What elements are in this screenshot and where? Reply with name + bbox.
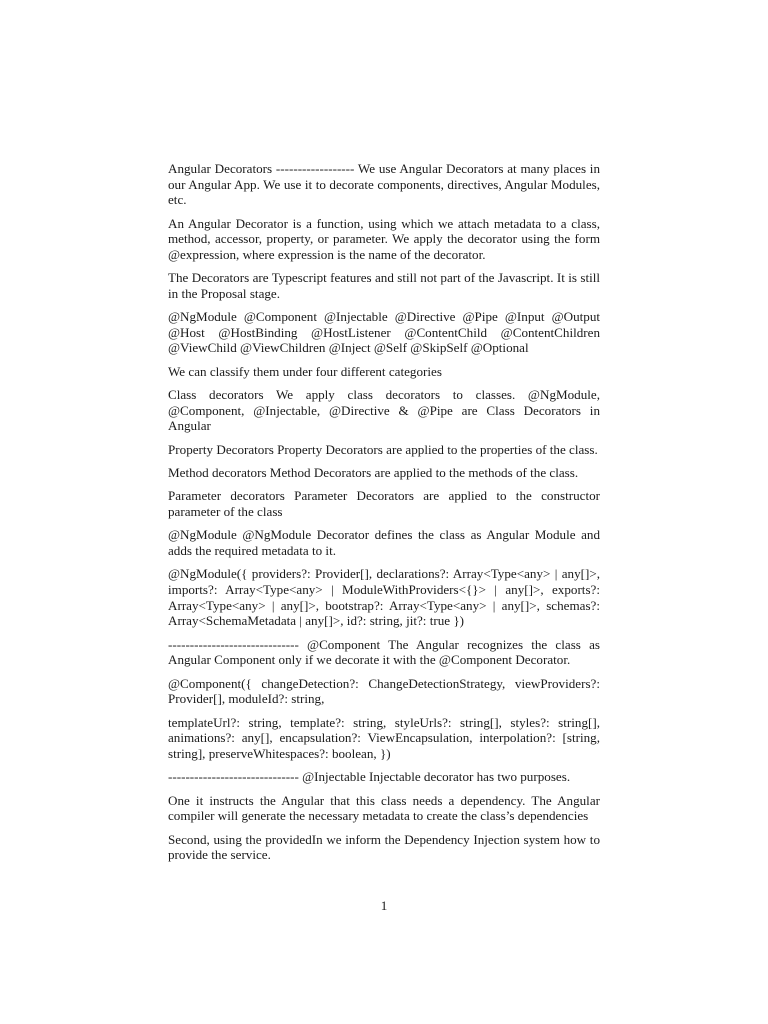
page-body [168, 161, 600, 871]
paragraph-method-decorators: Method decorators Method Decorators are applied to the methods of the class. [168, 465, 579, 481]
paragraph-component: ------------------------------ @Component The Angular recognizes the class as Angular Component only if we decorate it with the @Component Decorator. [168, 636, 600, 668]
paragraph-class-decorators: Class decorators We apply class decorators to classes. @NgModule, @Component, @Injectable, @Directive & @Pipe are Class Decorators in Angular [168, 387, 600, 434]
paragraph-component-signature-cont: templateUrl?: string, template?: string, styleUrls?: string[], styles?: string[], animations?: any[], encapsulation?: ViewEncapsulation, interpolation?: [string, string], preserveWhitespaces?: boolean, }) [168, 714, 600, 761]
paragraph-ngmodule-signature: @NgModule({ providers?: Provider[], declarations?: Array<Type<any> | any[]>, imports?: Array<Type<any> | ModuleWithProviders<{}> | any[]>, exports?: Array<Type<any> | any[]>, bootstrap?: Array<Type<any> | any[]>, schemas?: Array<SchemaMetadata | any[]>, id?: string, jit?: true }) [168, 566, 600, 629]
paragraph-property-decorators: Property Decorators Property Decorators are applied to the properties of the class. [168, 441, 598, 457]
page-number: 1 [380, 898, 388, 913]
paragraph-definition: An Angular Decorator is a function, using which we attach metadata to a class, method, accessor, property, or parameter. We apply the decorator using the form @expression, where expression is the name of the decorator. [168, 215, 600, 262]
paragraph-typescript-note: The Decorators are Typescript features and still not part of the Javascript. It is still in the Proposal stage. [168, 270, 600, 301]
paragraph-decorator-list: @NgModule @Component @Injectable @Directive @Pipe @Input @Output @Host @HostBinding @HostListener @ContentChild @ContentChildren @ViewChild @ViewChildren @Inject @Self @SkipSelf @Optional [168, 309, 600, 356]
paragraph-injectable-purpose-one: One it instructs the Angular that this class needs a dependency. The Angular compiler will generate the necessary metadata to create the class’s dependencies [168, 792, 600, 824]
paragraph-injectable: ------------------------------ @Injectable Injectable decorator has two purposes. [168, 769, 571, 785]
paragraph-categories: We can classify them under four different categories [168, 363, 442, 379]
paragraph-injectable-purpose-two: Second, using the providedIn we inform the Dependency Injection system how to provide the service. [168, 831, 600, 863]
paragraph-ngmodule: @NgModule @NgModule Decorator defines the class as Angular Module and adds the required metadata to it. [168, 527, 600, 559]
paragraph-component-signature: @Component({ changeDetection?: ChangeDetectionStrategy, viewProviders?: Provider[], moduleId?: string, [168, 675, 600, 707]
paragraph-intro: Angular Decorators ------------------ We use Angular Decorators at many places in our Angular App. We use it to decorate components, directives, Angular Modules, etc. [168, 161, 600, 208]
paragraph-parameter-decorators: Parameter decorators Parameter Decorators are applied to the constructor parameter of the class [168, 488, 600, 520]
